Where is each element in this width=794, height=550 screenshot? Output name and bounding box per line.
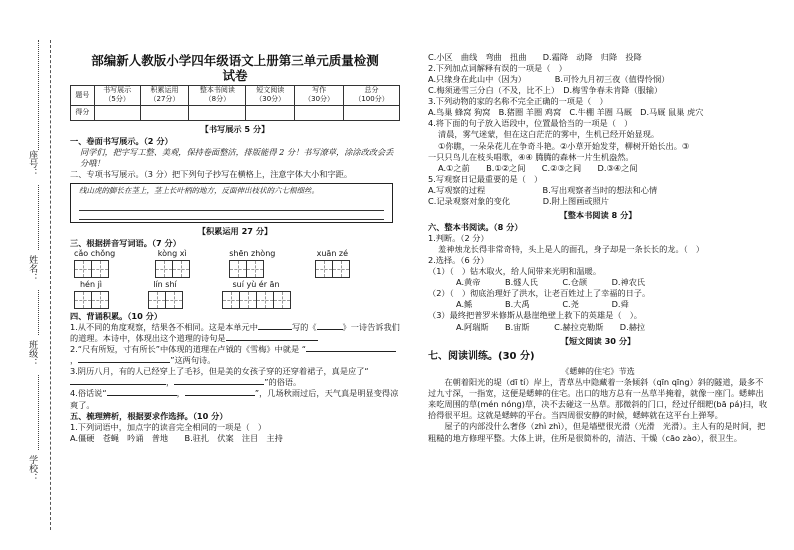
- q6-2a: （1）（ ）钻木取火，给人间带来光明和温暖。: [428, 266, 602, 277]
- score-header-cell: 积累运用 （27分）: [140, 86, 189, 106]
- q5-1: 1.下列词语中，加点字的读音完全相同的一项是（ ）: [70, 421, 267, 432]
- q5-1-options: A.僵硬 苍蝇 吟诵 普地 B.驻扎 伏案 注目 主持: [70, 432, 283, 443]
- pinyin-item: shēn zhòng: [229, 249, 275, 278]
- writing-line[interactable]: [79, 196, 384, 211]
- q5-4-sentence: 清晨，雾气迷蒙，但在这白茫茫的雾中，生机已经开始显现。: [438, 129, 660, 140]
- score-cell[interactable]: [246, 105, 295, 120]
- answer-cell[interactable]: [91, 260, 109, 278]
- dotted-line: [38, 290, 40, 335]
- score-cell[interactable]: [295, 105, 344, 120]
- q6-2b-options: A.鲧 B.大禹 C.尧 D.舜: [456, 299, 629, 310]
- score-cell[interactable]: [94, 105, 140, 120]
- score-cell[interactable]: [140, 105, 189, 120]
- binding-margin: [0, 0, 64, 550]
- section-header: 【书写展示 5 分】: [200, 123, 270, 134]
- section-header: 【短文阅读 30 分】: [560, 335, 636, 346]
- q4-3: 3.阴历八月，有的人已经穿上了毛衫，但是美的女孩子穿的还穿着裙子，真是应了“， ”的俗语。: [70, 366, 369, 388]
- q5-5-cd: C.记录观察对象的变化 D.附上图画或照片: [428, 195, 609, 206]
- q6-2b: （2）（ ）彻底治理好了洪水，让老百姓过上了幸福的日子。: [428, 288, 651, 299]
- class-label: 班级：: [27, 340, 38, 367]
- score-header-cell: 短文阅读 （30分）: [246, 86, 295, 106]
- copy-box: [70, 183, 393, 223]
- question-5: 五、梳理辨析，根据要求作选择。（10 分）: [70, 410, 228, 421]
- q5-5: 5.写观察日记最重要的是（ ）: [428, 173, 543, 184]
- q5-4-para: ①你瞧，一朵朵花儿在争奇斗艳。②小草开始发芽，柳树开始长出。③: [438, 140, 690, 151]
- answer-cell[interactable]: [315, 260, 333, 278]
- q5-5-ab: A.写观察的过程 B.写出观察者当时的想法和心情: [428, 184, 658, 195]
- answer-cell[interactable]: [172, 260, 190, 278]
- answer-cell[interactable]: [74, 291, 92, 309]
- q5-2-ab: A.只缘身在此山中（因为） B.可怜九月初三夜（值得怜悯）: [428, 74, 670, 85]
- answer-cell[interactable]: [222, 291, 240, 309]
- score-cell[interactable]: [189, 105, 246, 120]
- score-cell[interactable]: [344, 105, 400, 120]
- pinyin-item: kòng xì: [155, 249, 189, 278]
- dotted-line: [38, 40, 40, 150]
- score-header-cell: 书写展示 （5分）: [94, 86, 140, 106]
- pinyin-item: cǎo chǒng: [74, 249, 115, 278]
- school-label: 学校：: [27, 455, 38, 482]
- pinyin-row-2: [74, 280, 400, 309]
- seat-label: 座号：: [27, 150, 38, 177]
- q5-3-options: A.鸟巢 蜂窝 狗窝 B.猪圈 羊圈 鸡窝 C.牛棚 羊圈 马厩 D.马厩 鼠巢 虎穴: [428, 107, 704, 118]
- q6-2a-options: A.黄帝 B.燧人氏 C.仓颉 D.神农氏: [456, 277, 646, 288]
- section-header: 【积累运用 27 分】: [197, 226, 273, 237]
- q5-1-options-cd: C.小区 曲线 弯曲 扭曲 D.霜降 动降 归降 投降: [428, 52, 642, 62]
- q4-2: 2.“尺有所短，寸有所长”中体现的道理在卢钺的《雪梅》中就是 “， ”这两句诗。: [70, 344, 400, 366]
- score-table: [70, 85, 400, 121]
- writing-line[interactable]: [79, 211, 384, 220]
- name-label: 姓名：: [27, 255, 38, 282]
- pinyin-item: xuān zé: [315, 249, 349, 278]
- q5-2: 2.下列加点词解释有误的一项是（ ）: [428, 63, 567, 74]
- q6-1: 1.判断。（2 分）: [428, 233, 489, 243]
- answer-cell[interactable]: [332, 260, 350, 278]
- cut-line: [50, 40, 51, 530]
- answer-cell[interactable]: [165, 291, 183, 309]
- q6-2c-options: A.阿瑞斯 B.宙斯 C.赫拉克勒斯 D.赫拉: [456, 321, 646, 332]
- pinyin-item: hén jì: [74, 280, 108, 309]
- passage-paragraph-1: 在朝着阳光的堤（dī tí）岸上，青草丛中隐藏着一条倾斜（qīn qīng）斜的隧道，最多不过九寸深，一指宽，这便是蟋蟀的住宅。出口的地方总有一丛草半掩着，就像一座门。蟋蟀出来吃周围的草(mén nóng)草，决不去碰这一丛草。那微斜的门口，经过仔细耙(bā pá)扫，收拾得很平坦。这就是蟋蟀的平台。当四周很安静的时候，蟋蟀就在这平台上弹琴。: [428, 377, 768, 421]
- pinyin-item: lín shí: [148, 280, 182, 309]
- answer-cell[interactable]: [229, 260, 247, 278]
- q6-1-text: 羞神烛龙长得非常奇特，头上是人的面孔，身子却是一条长长的龙。（ ）: [438, 244, 705, 255]
- score-row-label: 得分: [71, 105, 95, 120]
- passage-title: 《蟋蟀的住宅》节选: [561, 366, 635, 377]
- left-column: [70, 0, 400, 444]
- answer-cell[interactable]: [246, 260, 264, 278]
- score-header-cell: 题号: [71, 86, 95, 106]
- q5-2-cd: C.梅须逊雪三分白（不及，比不上） D.梅雪争春未肯降（服输）: [428, 85, 663, 96]
- copy-sentence: 线山虎的脚长在茎上，茎上长叶柄的地方，反面伸出枝状的六七根细丝。: [79, 186, 319, 196]
- answer-cell[interactable]: [74, 260, 92, 278]
- answer-cell[interactable]: [148, 291, 166, 309]
- right-column: [428, 52, 768, 444]
- answer-cell[interactable]: [256, 291, 274, 309]
- question-3: 三、根据拼音写词语。（7 分）: [70, 238, 181, 249]
- pinyin-row-1: [74, 249, 400, 278]
- score-header-cell: 总分 （100分）: [344, 86, 400, 106]
- dotted-line: [38, 185, 40, 250]
- exam-title: 部编新人教版小学四年级语文上册第三单元质量检测 试卷: [91, 53, 379, 83]
- question-7: 七、阅读训练。(30 分): [428, 350, 535, 362]
- answer-cell[interactable]: [155, 260, 173, 278]
- score-header-cell: 写作 （30分）: [295, 86, 344, 106]
- score-header-cell: 整本书阅读 （8分）: [189, 86, 246, 106]
- question-1: 一、卷面书写展示。（2 分）: [70, 135, 173, 146]
- question-2: 二、专项书写展示。（3 分）把下列句子抄写在横格上，注意字体大小和字距。: [70, 169, 353, 180]
- section-header: 【整本书阅读 8 分】: [559, 209, 637, 220]
- q6-2c: （3）最终把普罗米修斯从悬崖绝壁上救下的英雄是（ ）。: [428, 310, 642, 321]
- q5-3: 3.下列动物的家的名称不完全正确的一项是（ ）: [428, 96, 608, 107]
- q5-4-para2: 一只只鸟儿在枝头唱歌，④④ 腾腾的森林一片生机盎然。: [428, 151, 634, 162]
- q4-1: 1.从不同的角度观察，结果各不相同。这是本单元中 写的《 》一诗告诉我们的道理。本诗中，体现出这个道理的诗句是: [70, 322, 400, 344]
- answer-cell[interactable]: [91, 291, 109, 309]
- pinyin-item: suí yù ér ān: [222, 280, 290, 309]
- q5-4: 4.将下面的句子放入语段中，位置最恰当的一项是（ ）: [428, 118, 633, 129]
- answer-cell[interactable]: [239, 291, 257, 309]
- q4-4: 4.俗话说“ ， ”，几场秋雨过后，天气真是明显变得凉爽了。: [70, 388, 399, 410]
- dotted-line: [38, 375, 40, 450]
- question-6: 六、整本书阅读。（8 分）: [428, 221, 523, 232]
- question-1-text: 同学们，把字写工整、美观，保持卷面整洁，排版能得 2 分！书写潦草，涂涂改改会丢分哦！: [80, 147, 394, 169]
- q6-2: 2.选择。（6 分）: [428, 255, 489, 266]
- question-4: 四、背诵积累。（10 分）: [70, 311, 163, 322]
- answer-cell[interactable]: [273, 291, 291, 309]
- q5-4-options: A.①之前 B.①②之间 C.②③之间 D.③④之间: [438, 162, 638, 173]
- passage-paragraph-2: 屋子的内部没什么奢侈（zhì zhì），但是墙壁很光滑（光滑 光滑）。主人有的是时间，把粗糙的地方修理平整。大体上讲，住所是很简朴的，清洁、干燥（cāo zào），很卫生。: [428, 421, 766, 443]
